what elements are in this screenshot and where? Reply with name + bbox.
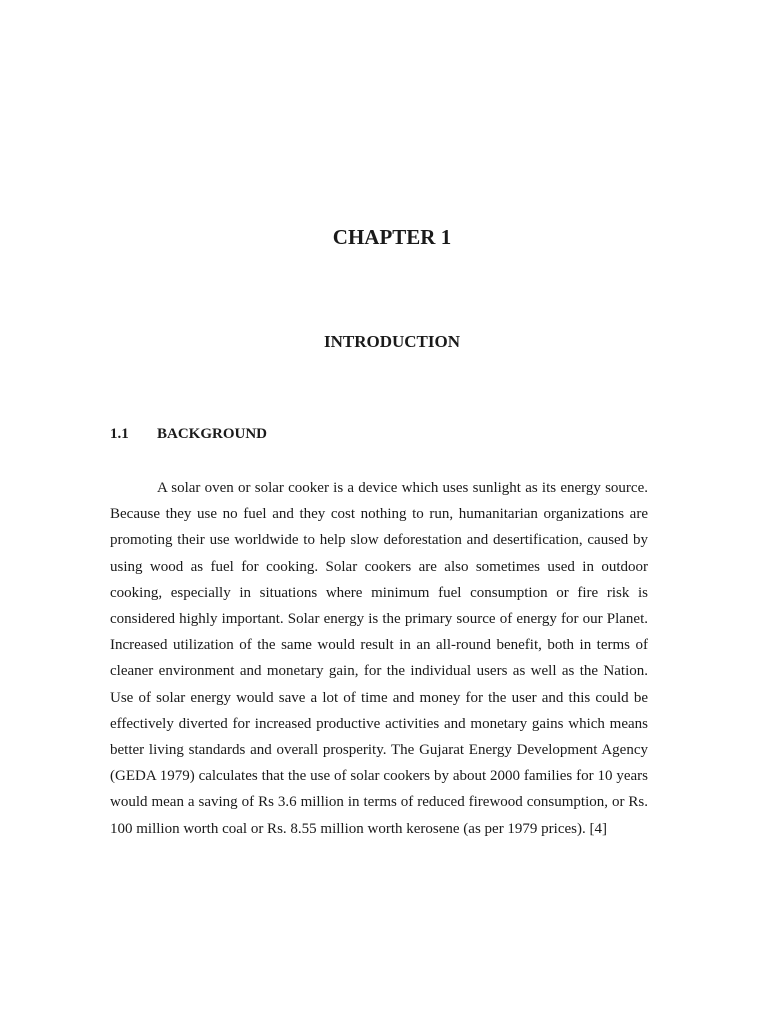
section-heading [110,425,267,443]
chapter-title: INTRODUCTION [323,332,461,351]
chapter-number: CHAPTER 1 [332,225,452,249]
body-paragraph: A solar oven or solar cooker is a device which uses sunlight as its energy source. Because they use no fuel and they cost nothing to run, humanitarian organizations are promoting their use worldwide to help slow deforestation and desertification, caused by using wood as fuel for cooking. Solar cookers are also sometimes used in outdoor cooking, especially in situations where minimum fuel consumption or fire risk is considered highly important. Solar energy is the primary source of energy for our Planet. Increased utilization of the same would result in an all-round benefit, both in terms of cleaner environment and monetary gain, for the individual users as well as the Nation. Use of solar energy would save a lot of time and money for the user and this could be effectively diverted for increased productive activities and monetary gains which means better living standards and overall prosperity. The Gujarat Energy Development Agency (GEDA 1979) calculates that the use of solar cookers by about 2000 families for 10 years would mean a saving of Rs 3.6 million in terms of reduced firewood consumption, or Rs. 100 million worth coal or Rs. 8.55 million worth kerosene (as per 1979 prices). [4] [110,480,648,837]
section-title: BACKGROUND [157,426,268,442]
section-number: 1.1 [110,426,129,442]
